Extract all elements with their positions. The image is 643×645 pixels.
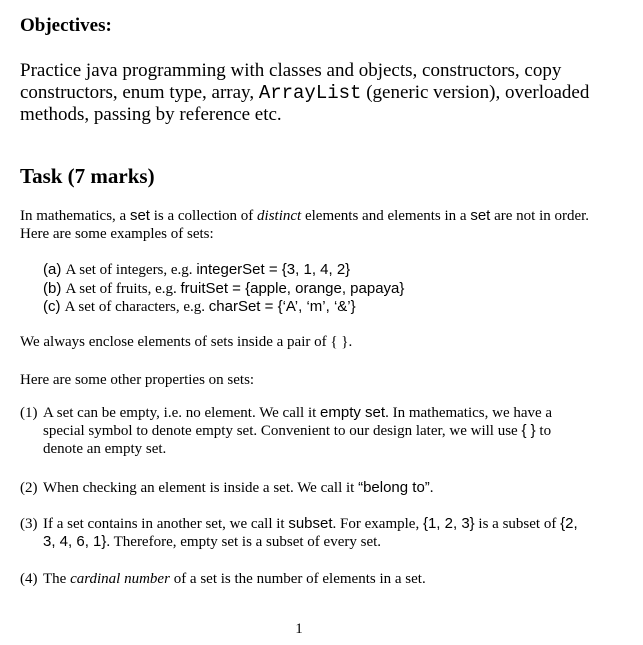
task-heading: Task (7 marks) bbox=[20, 164, 155, 188]
property-item-subset: (3) If a set contains in another set, we call it subset. For example, {1, 2, 3} is a subset of {2, 3, 4, 6, 1}. Therefore, empty set is a subset of every set. bbox=[20, 515, 578, 550]
arraylist-code: ArrayList bbox=[258, 82, 362, 104]
empty-set-term: empty set bbox=[320, 404, 386, 421]
objectives-heading: Objectives: bbox=[20, 15, 112, 36]
property-item-cardinal-number: (4) The cardinal number of a set is the number of elements in a set. bbox=[20, 571, 426, 587]
braces-note: We always enclose elements of sets inside a pair of { }. bbox=[20, 334, 353, 350]
property-item-empty-set: (1) A set can be empty, i.e. no element. We call it empty set. In mathematics, we have a special symbol to denote empty set. Convenient to our design later, we will use { } to denote an empty set. bbox=[20, 404, 553, 457]
belong-to-term: “belong to” bbox=[358, 479, 430, 496]
set-term: set bbox=[129, 207, 150, 224]
subset-term: subset bbox=[288, 515, 333, 532]
example-item: (a) A set of integers, e.g. integerSet = {3, 1, 4, 2} bbox=[43, 261, 351, 278]
set-examples-list bbox=[43, 261, 603, 317]
objectives-paragraph: Practice java programming with classes and objects, constructors, copy constructors, enum type, array, ArrayList (generic version), overloaded methods, passing by reference etc. bbox=[20, 60, 590, 125]
page-number: 1 bbox=[295, 621, 303, 637]
set-term: set bbox=[470, 207, 491, 224]
distinct-term: distinct bbox=[257, 208, 302, 224]
property-item-belong-to: (2) When checking an element is inside a set. We call it “belong to”. bbox=[20, 479, 434, 496]
example-item: (b) A set of fruits, e.g. fruitSet = {apple, orange, papaya} bbox=[43, 279, 405, 297]
properties-intro: Here are some other properties on sets: bbox=[20, 372, 255, 388]
cardinal-number-term: cardinal number bbox=[70, 571, 170, 587]
example-item: (c) A set of characters, e.g. charSet = {‘A’, ‘m’, ‘&’} bbox=[43, 298, 356, 315]
sets-definition-paragraph: In mathematics, a set is a collection of distinct elements and elements in a set are not in order. Here are some examples of sets: bbox=[20, 207, 590, 242]
